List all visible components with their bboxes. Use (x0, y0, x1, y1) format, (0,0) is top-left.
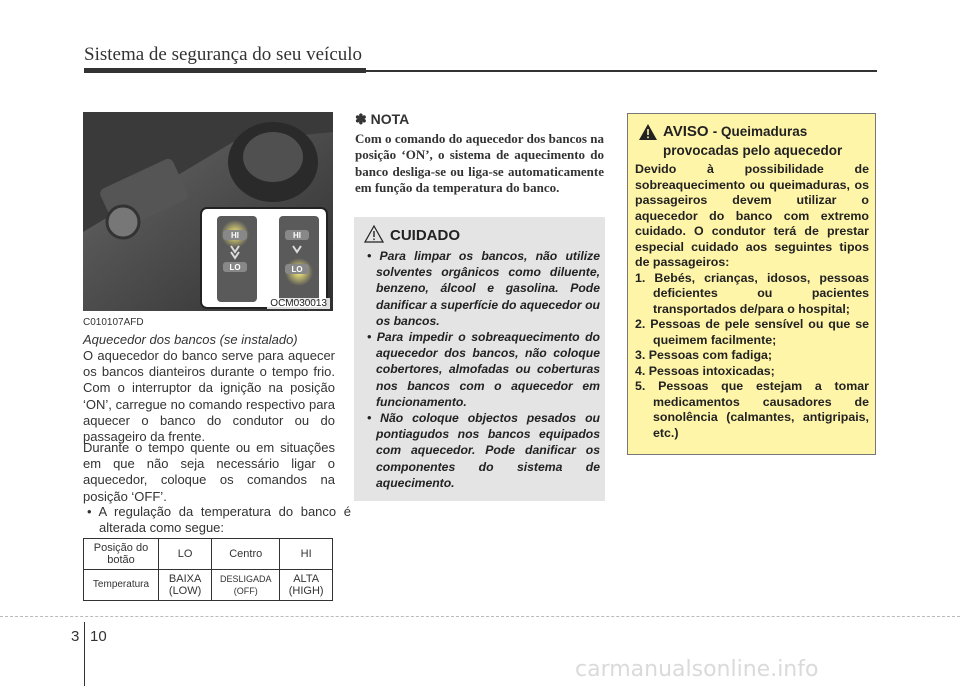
seat-heater-illustration (83, 112, 333, 311)
caution-list (362, 248, 600, 491)
warning-body (635, 162, 869, 441)
paragraph-2: Durante o tempo quente ou em situações em que não seja necessário ligar o aquecedor, coloque os comandos na posição ‘OFF’. (83, 440, 335, 504)
warning-title-line2: provocadas pelo aquecedor (663, 143, 843, 158)
paragraph-1: O aquecedor do banco serve para aquecer os bancos dianteiros durante o tempo frio. Com o interruptor da ignição na posição ‘ON’, carregue no comando respectivo para aquecer o banco do condutor ou do passageiro da frente. (83, 348, 335, 445)
page-header-title: Sistema de segurança do seu veículo (84, 44, 363, 65)
table-cell: Temperatura (84, 570, 159, 601)
caution-title: CUIDADO (390, 227, 460, 244)
nota-title: ✽ NOTA (355, 111, 410, 127)
caution-box (354, 217, 605, 501)
nota-body: Com o comando do aquecedor dos bancos na posição ‘ON’, o sistema de aquecimento do banco desliga-se ou liga-se automaticamente em função da temperatura do banco. (355, 131, 604, 195)
lo-label: LO (229, 263, 241, 272)
table-cell: LO (159, 539, 212, 570)
list-item: 4. Pessoas intoxicadas; (635, 363, 775, 378)
footer-divider (0, 616, 960, 617)
hi-label-right: HI (293, 231, 301, 240)
list-item: • Para impedir o sobreaquecimento do aquecedor dos bancos, não coloque cobertores, almofadas ou coberturas nos bancos com o aquecedor em funcionamento. (367, 330, 600, 409)
list-item: 5. Pessoas que estejam a tomar medicamentos causadores de sonolência (calmantes, antigripais, etc.) (635, 379, 869, 440)
temperature-table (83, 538, 333, 601)
chapter-number: 3 (71, 628, 80, 645)
warning-intro: Devido à possibilidade de sobreaquecimento ou queimaduras, os passageiros devem utilizar o aquecedor do banco com extremo cuidado. O condutor terá de prestar especial cuidado aos seguintes tipos de passageiros: (635, 162, 869, 269)
section-code: C010107AFD (83, 317, 144, 328)
bullet-temperature: • A regulação da temperatura do banco é alterada como segue: (87, 504, 351, 536)
photo-code: OCM030013 (267, 298, 330, 309)
caution-triangle-icon (364, 225, 384, 243)
footer-separator (84, 622, 85, 686)
table-cell: Posição do botão (84, 539, 159, 570)
table-cell: BAIXA (LOW) (159, 570, 212, 601)
hi-label: HI (231, 231, 239, 240)
list-item: 1. Bebés, crianças, idosos, pessoas deficientes ou pacientes transportados de/para o hospital; (635, 270, 869, 316)
warning-title-sub: - Queimaduras (712, 124, 808, 139)
warning-box (627, 113, 876, 455)
lo-label-right: LO (291, 265, 303, 274)
header-rule-thin (366, 70, 877, 72)
table-cell: Centro (212, 539, 280, 570)
page-number: 10 (90, 628, 107, 645)
table-row (84, 539, 333, 570)
watermark: carmanualsonline.info (575, 657, 819, 682)
warning-title-main: AVISO (663, 123, 709, 140)
list-item: 3. Pessoas com fadiga; (635, 348, 773, 362)
warning-triangle-icon (638, 123, 658, 141)
table-row (84, 570, 333, 601)
list-item: 2. Pessoas de pele sensível ou que se queimem facilmente; (635, 317, 869, 347)
header-rule-thick (84, 68, 366, 73)
table-cell: HI (280, 539, 333, 570)
list-item: • Para limpar os bancos, não utilize solventes orgânicos como diluente, benzeno, álcool e gasolina. Pode danificar a superfície do aquecedor ou os bancos. (367, 249, 600, 328)
warning-list (635, 271, 869, 442)
warning-title (663, 123, 807, 141)
list-item: • Não coloque objectos pesados ou pontiagudos nos bancos equipados com aquecedor. Pode danificar os componentes do sistema de aquecimento. (367, 411, 600, 490)
section-subheading: Aquecedor dos bancos (se instalado) (83, 332, 298, 347)
table-cell: ALTA (HIGH) (280, 570, 333, 601)
seat-heater-photo (83, 112, 333, 311)
table-cell: DESLIGADA (OFF) (212, 570, 280, 601)
